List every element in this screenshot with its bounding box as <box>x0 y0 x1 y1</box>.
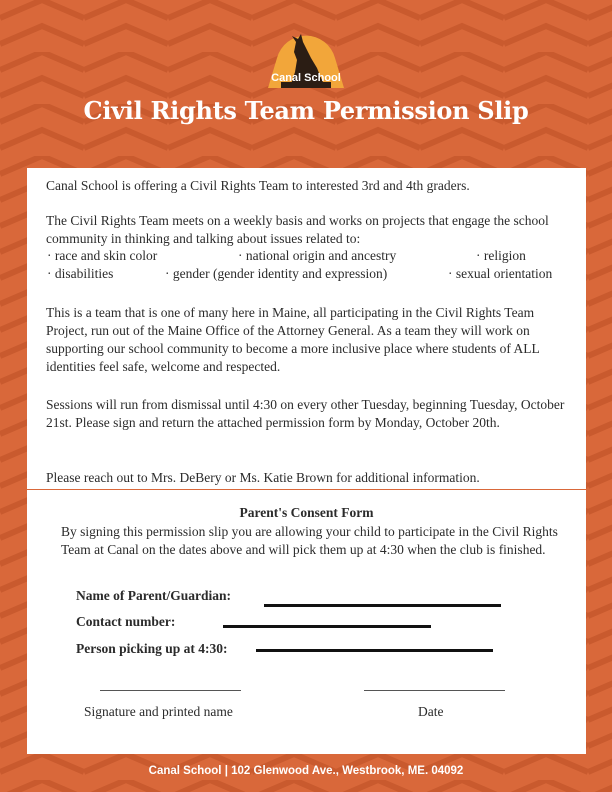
topic-item: · national origin and ancestry <box>238 248 397 263</box>
contact-paragraph: Please reach out to Mrs. DeBery or Ms. Katie Brown for additional information. <box>46 470 480 485</box>
topic-item: · race and skin color <box>47 248 158 263</box>
team-paragraph: This is a team that is one of many here in Maine, all participating in the Civil Rights Team Project, run out of the Maine Office of the Attorney General. As a team they will work on supporting our school community to become a more inclusive place where students of ALL identities feel safe, welcome and respected. <box>46 305 540 374</box>
meets-paragraph: The Civil Rights Team meets on a weekly basis and works on projects that engage the school community in thinking and talking about issues related to: <box>46 213 549 246</box>
date-line[interactable] <box>364 690 505 691</box>
pickup-person-label: Person picking up at 4:30: <box>76 641 228 656</box>
topic-item: · religion <box>476 248 526 263</box>
topic-item: · disabilities <box>47 266 114 281</box>
footer-address: Canal School | 102 Glenwood Ave., Westbrook, ME. 04092 <box>148 765 464 777</box>
pickup-person-line[interactable] <box>256 649 493 652</box>
parent-name-label: Name of Parent/Guardian: <box>76 588 231 603</box>
contact-number-label: Contact number: <box>76 614 176 629</box>
topic-item: · sexual orientation <box>448 266 553 281</box>
contact-number-line[interactable] <box>223 625 431 628</box>
date-label: Date <box>418 704 444 719</box>
page-title: Civil Rights Team Permission Slip <box>83 96 529 125</box>
parent-name-line[interactable] <box>264 604 501 607</box>
topic-item: · gender (gender identity and expression) <box>165 266 388 281</box>
signature-label: Signature and printed name <box>84 704 233 719</box>
sessions-paragraph: Sessions will run from dismissal until 4:30 on every other Tuesday, beginning Tuesday, October 21st. Please sign and return the attached permission form by Monday, October 20th. <box>46 397 565 430</box>
consent-body: By signing this permission slip you are allowing your child to participate in the Civil Rights Team at Canal on the dates above and will pick them up at 4:30 when the club is finished. <box>61 524 558 557</box>
section-divider <box>27 489 586 490</box>
signature-line[interactable] <box>100 690 241 691</box>
intro-paragraph: Canal School is offering a Civil Rights Team to interested 3rd and 4th graders. <box>46 178 470 193</box>
permission-card <box>27 168 586 754</box>
consent-title: Parent's Consent Form <box>239 505 374 520</box>
logo-text: Canal School <box>271 72 341 84</box>
